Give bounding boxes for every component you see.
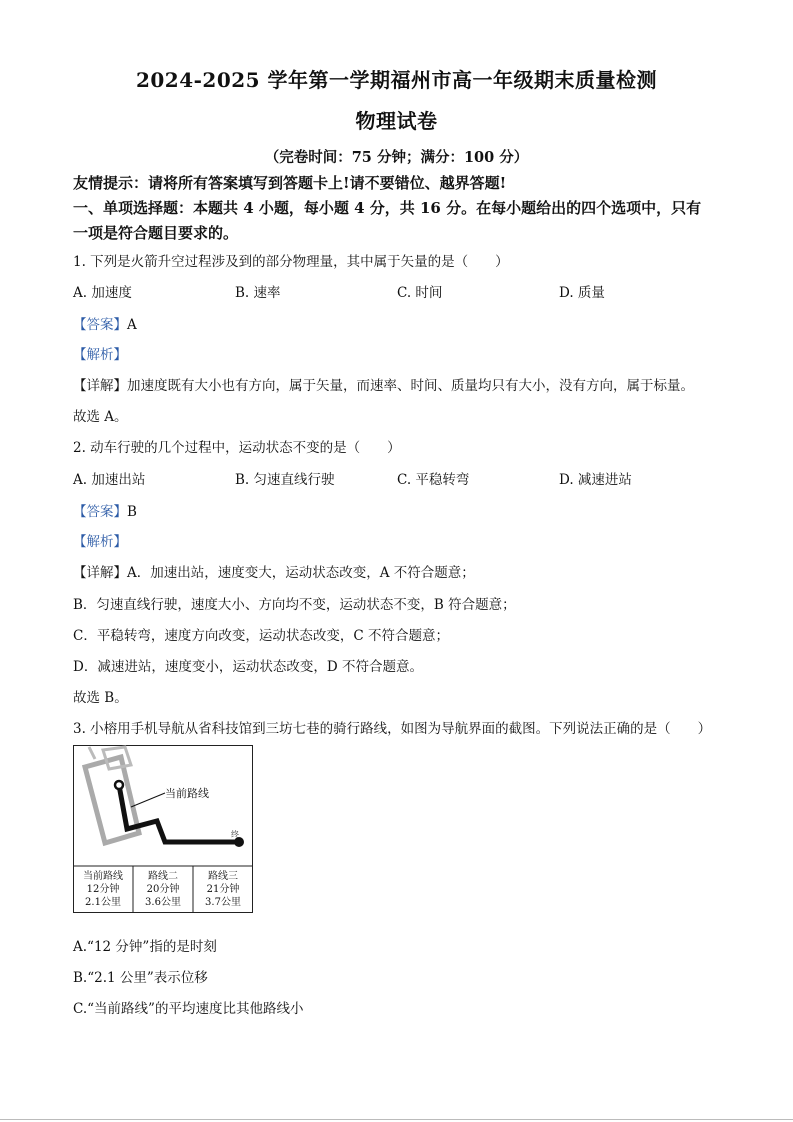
page-bottom-rule <box>0 1119 793 1120</box>
q1-option-b: B. 速率 <box>235 285 281 301</box>
route-start-marker <box>115 781 123 789</box>
q2-answer-value: B <box>127 504 137 520</box>
q1-stem: 1. 下列是火箭升空过程涉及到的部分物理量，其中属于矢量的是（ ） <box>73 254 509 270</box>
navigation-screenshot-figure <box>73 745 253 913</box>
q1-answer-value: A <box>127 317 137 333</box>
q1-detail-tag: 【详解】 <box>73 378 127 394</box>
q3-option-a: A.“12 分钟”指的是时刻 <box>73 939 217 955</box>
q2-option-c: C. 平稳转弯 <box>397 472 470 488</box>
q1-option-a: A. 加速度 <box>73 285 132 301</box>
q2-detail-tag: 【详解】 <box>73 565 127 581</box>
route3-name: 路线三 <box>208 871 238 882</box>
route2-name: 路线二 <box>148 871 178 882</box>
route1-name: 当前路线 <box>83 871 123 882</box>
q3-stem: 3. 小榕用手机导航从省科技馆到三坊七巷的骑行路线，如图为导航界面的截图。下列说法正确的是（ ） <box>73 721 712 737</box>
q2-option-b: B. 匀速直线行驶 <box>235 472 335 488</box>
section-heading-line1: 一、单项选择题：本题共 4 小题，每小题 4 分，共 16 分。在每小题给出的四个选项中，只有 <box>73 199 702 217</box>
q2-detail-a-line <box>73 561 475 581</box>
route1-distance: 2.1公里 <box>85 897 121 908</box>
q1-answer-tag: 【答案】 <box>73 317 127 333</box>
route2-distance: 3.6公里 <box>145 897 181 908</box>
route3-distance: 3.7公里 <box>205 897 241 908</box>
q2-detail-d: D．减速进站，速度变小，运动状态改变，D 不符合题意。 <box>73 659 423 675</box>
exam-info: （完卷时间：75 分钟；满分：100 分） <box>264 149 529 166</box>
friendly-tip: 友情提示：请将所有答案填写到答题卡上!请不要错位、越界答题! <box>73 174 507 192</box>
q1-answer <box>73 313 137 333</box>
route3-time: 21分钟 <box>206 884 240 895</box>
q2-option-d: D. 减速进站 <box>559 472 632 488</box>
q2-conclusion: 故选 B。 <box>73 690 128 706</box>
q1-detail <box>73 374 694 394</box>
exam-title: 2024-2025 学年第一学期福州市高一年级期末质量检测 <box>135 68 658 92</box>
q2-detail-a: A．加速出站，速度变大，运动状态改变，A 不符合题意； <box>127 565 475 581</box>
q1-detail-text: 加速度既有大小也有方向，属于矢量，而速率、时间、质量均只有大小，没有方向，属于标量。 <box>127 378 694 394</box>
q2-detail-c: C．平稳转弯，速度方向改变，运动状态改变，C 不符合题意； <box>73 628 449 644</box>
q1-conclusion: 故选 A。 <box>73 409 128 425</box>
route2-time: 20分钟 <box>146 884 180 895</box>
q2-analysis-tag: 【解析】 <box>73 534 127 550</box>
q1-option-d: D. 质量 <box>559 285 605 301</box>
route1-time: 12分钟 <box>86 884 120 895</box>
q2-answer <box>73 500 137 520</box>
route-callout-label: 当前路线 <box>165 787 209 800</box>
q3-option-c: C.“当前路线”的平均速度比其他路线小 <box>73 1001 304 1017</box>
q3-option-b: B.“2.1 公里”表示位移 <box>73 970 208 986</box>
section-heading-line2: 一项是符合题目要求的。 <box>73 224 239 242</box>
q2-option-a: A. 加速出站 <box>73 472 146 488</box>
route-end-label: 终 <box>231 830 239 839</box>
q2-detail-b: B．匀速直线行驶，速度大小、方向均不变，运动状态不变，B 符合题意； <box>73 597 516 613</box>
q2-answer-tag: 【答案】 <box>73 504 127 520</box>
q1-analysis-tag: 【解析】 <box>73 347 127 363</box>
exam-subtitle: 物理试卷 <box>355 109 438 133</box>
q2-stem: 2. 动车行驶的几个过程中，运动状态不变的是（ ） <box>73 440 401 456</box>
q1-option-c: C. 时间 <box>397 285 443 301</box>
